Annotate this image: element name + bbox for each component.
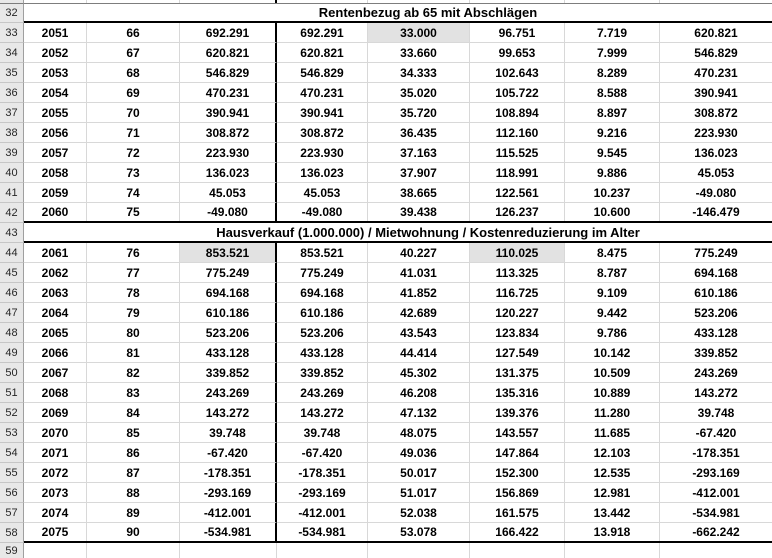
cell-age[interactable]: 78 [87, 283, 180, 303]
row-cells [24, 303, 772, 323]
cell-value[interactable]: 694.168 [277, 283, 368, 303]
cell-value[interactable]: -534.981 [180, 523, 277, 541]
row-header[interactable]: 53 [0, 423, 24, 443]
cell-value[interactable]: -49.080 [277, 203, 368, 221]
cell-age[interactable]: 89 [87, 503, 180, 523]
cell-value[interactable]: 12.981 [565, 483, 660, 503]
table-row [0, 143, 772, 163]
cell-value[interactable]: 694.168 [660, 263, 772, 283]
cell-year[interactable]: 2057 [24, 143, 87, 163]
cell-year[interactable]: 2051 [24, 23, 87, 43]
cell-year[interactable]: 2055 [24, 103, 87, 123]
cell-value[interactable]: 96.751 [470, 23, 565, 43]
section-header-row [0, 223, 772, 243]
cell-value[interactable]: 610.186 [660, 283, 772, 303]
table-row [0, 423, 772, 443]
cell-age[interactable]: 80 [87, 323, 180, 343]
cell-value[interactable]: -146.479 [692, 205, 740, 219]
trailing-row-cells [24, 543, 772, 558]
cell-value[interactable]: -178.351 [660, 443, 772, 463]
row-header[interactable]: 42 [0, 203, 24, 223]
cell-year[interactable]: 2060 [24, 203, 87, 221]
cell-value[interactable]: 143.557 [470, 423, 565, 443]
cell-value[interactable]: 470.231 [277, 83, 368, 103]
cell-value[interactable]: -49.080 [660, 183, 772, 203]
row-cells [24, 423, 772, 443]
cell-age[interactable]: 66 [87, 23, 180, 43]
cell-value[interactable]: 12.535 [565, 463, 660, 483]
cell-year[interactable]: 2062 [24, 263, 87, 283]
cell-year[interactable]: 2064 [24, 303, 87, 323]
cell-value[interactable]: 9.545 [565, 143, 660, 163]
cell-value[interactable]: 775.249 [277, 263, 368, 283]
cell-value[interactable]: 7.719 [565, 23, 660, 43]
table-row [0, 303, 772, 323]
cell-value[interactable]: 339.852 [180, 363, 277, 383]
cell-value[interactable]: -412.001 [277, 503, 368, 523]
row-header[interactable]: 37 [0, 103, 24, 123]
cell-value[interactable]: 433.128 [277, 343, 368, 363]
cell-value[interactable]: 127.549 [470, 343, 565, 363]
cell[interactable] [277, 543, 368, 558]
table-row [0, 483, 772, 503]
row-cells [24, 483, 772, 503]
cell-year[interactable]: 2063 [24, 283, 87, 303]
cell-value[interactable]: 45.302 [368, 363, 470, 383]
cell[interactable] [87, 543, 180, 558]
cell-age[interactable]: 73 [87, 163, 180, 183]
row-header[interactable]: 34 [0, 43, 24, 63]
cell-value[interactable]: 692.291 [277, 23, 368, 43]
row-header[interactable]: 56 [0, 483, 24, 503]
row-cells [24, 263, 772, 283]
cell-value[interactable]: 620.821 [180, 43, 277, 63]
cell-value[interactable]: 433.128 [660, 323, 772, 343]
cell[interactable] [660, 543, 772, 558]
section-header-row [0, 3, 772, 23]
cell-value[interactable]: 12.103 [565, 443, 660, 463]
cell-year[interactable]: 2052 [24, 43, 87, 63]
row-cells [24, 523, 772, 543]
row-header[interactable]: 35 [0, 63, 24, 83]
cell-value[interactable]: 118.991 [470, 163, 565, 183]
cell-value[interactable]: 10.600 [565, 203, 660, 221]
cell-value[interactable]: 47.132 [368, 403, 470, 423]
cell-value[interactable]: 108.894 [470, 103, 565, 123]
cell-value[interactable]: -412.001 [180, 503, 277, 523]
cell[interactable] [24, 543, 87, 558]
cell-value[interactable]: 123.834 [470, 323, 565, 343]
cell-value[interactable]: 523.206 [277, 323, 368, 343]
cell-value[interactable]: 853.521 [180, 243, 277, 263]
cell-value[interactable]: 116.725 [470, 283, 565, 303]
section-header-cells [24, 3, 772, 23]
cell-value[interactable]: 11.280 [565, 403, 660, 423]
cell-value[interactable]: 546.829 [277, 63, 368, 83]
cell-value[interactable]: 143.272 [277, 403, 368, 423]
cell-year[interactable]: 2053 [24, 63, 87, 83]
cell[interactable] [470, 543, 565, 558]
cell-age[interactable]: 85 [87, 423, 180, 443]
cell-year[interactable]: 2067 [24, 363, 87, 383]
cell-value[interactable]: 136.023 [180, 163, 277, 183]
cell-value[interactable]: 10.142 [565, 343, 660, 363]
cell-value[interactable]: 49.036 [368, 443, 470, 463]
cell-year[interactable]: 2074 [24, 503, 87, 523]
cell-value[interactable]: 620.821 [660, 23, 772, 43]
cell-value[interactable]: 39.748 [180, 423, 277, 443]
row-cells [24, 183, 772, 203]
cell-value[interactable]: 433.128 [180, 343, 277, 363]
cell-value[interactable]: 692.291 [180, 23, 277, 43]
section-title[interactable]: Rentenbezug ab 65 mit Abschlägen [318, 5, 538, 20]
cell-value[interactable]: 39.438 [368, 203, 470, 221]
cell-value[interactable]: 10.237 [565, 183, 660, 203]
table-row [0, 503, 772, 523]
cell-value[interactable]: -662.242 [692, 525, 740, 539]
cell-value[interactable]: -293.169 [660, 463, 772, 483]
cell-value[interactable]: 46.208 [368, 383, 470, 403]
cell-value[interactable]: 610.186 [277, 303, 368, 323]
row-header[interactable]: 33 [0, 23, 24, 43]
table-row [0, 163, 772, 183]
cell-age[interactable]: 88 [87, 483, 180, 503]
cell-year[interactable]: 2061 [24, 243, 87, 263]
cell-value[interactable]: 152.300 [470, 463, 565, 483]
cell-age[interactable]: 79 [87, 303, 180, 323]
cell-value[interactable]: 43.543 [368, 323, 470, 343]
row-header[interactable]: 59 [0, 543, 24, 558]
cell-age[interactable]: 86 [87, 443, 180, 463]
cell-year[interactable]: 2058 [24, 163, 87, 183]
cell-value[interactable]: 10.509 [565, 363, 660, 383]
row-cells [24, 123, 772, 143]
cell-year[interactable]: 2072 [24, 463, 87, 483]
cell-value[interactable]: 694.168 [180, 283, 277, 303]
row-cells [24, 383, 772, 403]
cell-age[interactable]: 69 [87, 83, 180, 103]
cell-value[interactable]: 53.078 [368, 523, 470, 541]
cell-value[interactable]: -534.981 [660, 503, 772, 523]
cell-value[interactable]: 9.442 [565, 303, 660, 323]
cell-value[interactable]: 308.872 [277, 123, 368, 143]
cell-value[interactable]: 136.023 [277, 163, 368, 183]
cell-value[interactable]: 51.017 [368, 483, 470, 503]
row-header[interactable]: 49 [0, 343, 24, 363]
cell-value[interactable]: 223.930 [660, 123, 772, 143]
cell-age[interactable]: 90 [87, 523, 180, 541]
table-row [0, 123, 772, 143]
cell-value[interactable]: -293.169 [277, 483, 368, 503]
cell-age[interactable]: 83 [87, 383, 180, 403]
cell-year[interactable]: 2073 [24, 483, 87, 503]
cell-value[interactable]: 390.941 [180, 103, 277, 123]
cell-value[interactable]: 143.272 [180, 403, 277, 423]
cell-value[interactable]: 243.269 [180, 383, 277, 403]
cell-value[interactable]: 33.660 [368, 43, 470, 63]
cell-value[interactable]: 546.829 [180, 63, 277, 83]
row-cells [24, 463, 772, 483]
cell-value[interactable]: 131.375 [470, 363, 565, 383]
row-cells [24, 323, 772, 343]
cell-value[interactable]: 10.889 [565, 383, 660, 403]
table-row [0, 83, 772, 103]
cell-value[interactable]: 13.918 [565, 523, 660, 541]
cell-value[interactable]: 13.442 [565, 503, 660, 523]
section-title[interactable]: Hausverkauf (1.000.000) / Mietwohnung / Kostenreduzierung im Alter [216, 224, 640, 240]
cell-value[interactable]: 105.722 [470, 83, 565, 103]
row-cells [24, 403, 772, 423]
cell-value[interactable]: 50.017 [368, 463, 470, 483]
cell-value[interactable]: -293.169 [180, 483, 277, 503]
row-cells [24, 363, 772, 383]
cell-value[interactable]: 122.561 [470, 183, 565, 203]
cell-age[interactable]: 82 [87, 363, 180, 383]
row-header[interactable]: 55 [0, 463, 24, 483]
row-header[interactable]: 47 [0, 303, 24, 323]
row-cells [24, 103, 772, 123]
cell-value[interactable]: -534.981 [277, 523, 368, 541]
table-row [0, 403, 772, 423]
table-row [0, 523, 772, 543]
cell-value[interactable]: 52.038 [368, 503, 470, 523]
cell-value[interactable]: 8.289 [565, 63, 660, 83]
cell-value[interactable]: 8.588 [565, 83, 660, 103]
row-cells [24, 283, 772, 303]
cell-age[interactable]: 76 [87, 243, 180, 263]
cell-value[interactable]: 243.269 [277, 383, 368, 403]
cell-year[interactable]: 2065 [24, 323, 87, 343]
table-row [0, 103, 772, 123]
cell-value[interactable]: 39.748 [660, 403, 772, 423]
cell-value[interactable]: 8.897 [565, 103, 660, 123]
row-header[interactable]: 54 [0, 443, 24, 463]
table-row [0, 183, 772, 203]
cell-value[interactable]: 223.930 [277, 143, 368, 163]
row-header[interactable]: 36 [0, 83, 24, 103]
cell-value[interactable]: 390.941 [277, 103, 368, 123]
cell-value[interactable]: 135.316 [470, 383, 565, 403]
row-header[interactable]: 44 [0, 243, 24, 263]
row-cells [24, 143, 772, 163]
cell-value[interactable]: 308.872 [180, 123, 277, 143]
cell-value[interactable]: 143.272 [660, 383, 772, 403]
row-header[interactable]: 32 [0, 3, 24, 23]
cell-value[interactable]: 775.249 [180, 263, 277, 283]
cell-value[interactable]: 156.869 [470, 483, 565, 503]
row-cells [24, 503, 772, 523]
cell-year[interactable]: 2069 [24, 403, 87, 423]
cell-age[interactable]: 75 [87, 203, 180, 221]
cell-value[interactable]: 37.163 [368, 143, 470, 163]
cell-value[interactable]: 9.216 [565, 123, 660, 143]
cell-value[interactable]: 102.643 [470, 63, 565, 83]
row-header[interactable]: 52 [0, 403, 24, 423]
cell-value[interactable]: 147.864 [470, 443, 565, 463]
cell-value[interactable]: 110.025 [470, 243, 565, 263]
cell-value[interactable]: 308.872 [660, 103, 772, 123]
table-row [0, 343, 772, 363]
cell-age[interactable]: 84 [87, 403, 180, 423]
table-row [0, 283, 772, 303]
row-header[interactable]: 48 [0, 323, 24, 343]
cell-value[interactable]: 166.422 [470, 523, 565, 541]
row-cells [24, 23, 772, 43]
cell-age[interactable]: 74 [87, 183, 180, 203]
table-row [0, 363, 772, 383]
cell-value[interactable]: 35.720 [368, 103, 470, 123]
cell-year[interactable]: 2070 [24, 423, 87, 443]
table-row [0, 323, 772, 343]
row-cells [24, 203, 772, 223]
row-cells [24, 43, 772, 63]
table-row [0, 63, 772, 83]
row-header[interactable]: 50 [0, 363, 24, 383]
cell-value[interactable]: 44.414 [368, 343, 470, 363]
cell-value[interactable]: 115.525 [470, 143, 565, 163]
row-cells [24, 243, 772, 263]
cell-value[interactable]: 45.053 [180, 183, 277, 203]
cell-value[interactable]: 39.748 [277, 423, 368, 443]
cell-value[interactable]: 610.186 [180, 303, 277, 323]
cell-value[interactable]: -67.420 [660, 423, 772, 443]
cell-value[interactable]: 34.333 [368, 63, 470, 83]
cell-value[interactable]: 37.907 [368, 163, 470, 183]
cell-value[interactable]: -178.351 [180, 463, 277, 483]
cell[interactable] [565, 543, 660, 558]
row-header[interactable]: 40 [0, 163, 24, 183]
cell-value[interactable]: 523.206 [660, 303, 772, 323]
row-header[interactable]: 57 [0, 503, 24, 523]
cell-year[interactable]: 2071 [24, 443, 87, 463]
cell-year[interactable]: 2054 [24, 83, 87, 103]
cell-age[interactable]: 71 [87, 123, 180, 143]
cell-year[interactable]: 2059 [24, 183, 87, 203]
table-row [0, 43, 772, 63]
cell-value[interactable]: 9.886 [565, 163, 660, 183]
cell-value[interactable]: 161.575 [470, 503, 565, 523]
cell-value[interactable]: 45.053 [277, 183, 368, 203]
cell-year[interactable]: 2056 [24, 123, 87, 143]
row-header[interactable]: 38 [0, 123, 24, 143]
row-header[interactable]: 58 [0, 523, 24, 543]
cell-value[interactable]: 7.999 [565, 43, 660, 63]
cell-value[interactable]: 136.023 [660, 143, 772, 163]
row-cells [24, 343, 772, 363]
cell-value[interactable]: 8.787 [565, 263, 660, 283]
cell-value[interactable]: -412.001 [660, 483, 772, 503]
cell-value[interactable]: 620.821 [277, 43, 368, 63]
table-row [0, 443, 772, 463]
row-header[interactable]: 45 [0, 263, 24, 283]
row-header[interactable]: 39 [0, 143, 24, 163]
table-row [0, 243, 772, 263]
row-cells [24, 63, 772, 83]
cell-age[interactable]: 70 [87, 103, 180, 123]
cell-value[interactable]: 33.000 [368, 23, 470, 43]
cell-value[interactable]: -67.420 [180, 443, 277, 463]
cell-year[interactable]: 2066 [24, 343, 87, 363]
cell-value[interactable]: 36.435 [368, 123, 470, 143]
cell-value[interactable]: 546.829 [660, 43, 772, 63]
cell-value[interactable]: 45.053 [660, 163, 772, 183]
cell-value[interactable]: 42.689 [368, 303, 470, 323]
cell-age[interactable]: 81 [87, 343, 180, 363]
table-row [0, 263, 772, 283]
cell-year[interactable]: 2068 [24, 383, 87, 403]
cell-value[interactable]: 523.206 [180, 323, 277, 343]
row-header[interactable]: 46 [0, 283, 24, 303]
cell-age[interactable]: 67 [87, 43, 180, 63]
row-header[interactable]: 41 [0, 183, 24, 203]
table-row [0, 203, 772, 223]
cell-value[interactable]: 11.685 [565, 423, 660, 443]
cell-value[interactable]: 99.653 [470, 43, 565, 63]
cell-age[interactable]: 68 [87, 63, 180, 83]
cell-value[interactable]: 9.109 [565, 283, 660, 303]
row-header[interactable]: 51 [0, 383, 24, 403]
cell-value[interactable]: 126.237 [470, 203, 565, 221]
cell-value[interactable]: 41.031 [368, 263, 470, 283]
cell-value[interactable]: -67.420 [277, 443, 368, 463]
cell-value[interactable]: 243.269 [660, 363, 772, 383]
cell-value[interactable]: 390.941 [660, 83, 772, 103]
cell-value[interactable]: -178.351 [277, 463, 368, 483]
cell-value[interactable]: 48.075 [368, 423, 470, 443]
cell[interactable] [368, 543, 470, 558]
row-cells [24, 83, 772, 103]
cell-value[interactable]: 35.020 [368, 83, 470, 103]
cell-value[interactable]: 339.852 [277, 363, 368, 383]
cell-value[interactable]: 41.852 [368, 283, 470, 303]
cell-value[interactable]: 853.521 [277, 243, 368, 263]
cell[interactable] [180, 543, 277, 558]
cell-value[interactable]: 113.325 [470, 263, 565, 283]
table-row [0, 23, 772, 43]
cell-value[interactable]: 8.475 [565, 243, 660, 263]
table-row [0, 383, 772, 403]
cell-value[interactable]: -49.080 [180, 203, 277, 221]
cell-value[interactable]: 139.376 [470, 403, 565, 423]
cell-value[interactable]: 40.227 [368, 243, 470, 263]
cell-value[interactable]: 38.665 [368, 183, 470, 203]
cell-age[interactable]: 77 [87, 263, 180, 283]
cell-value[interactable]: 9.786 [565, 323, 660, 343]
row-header[interactable]: 43 [0, 223, 24, 243]
cell-value[interactable]: 223.930 [180, 143, 277, 163]
cell-value[interactable]: 120.227 [470, 303, 565, 323]
cell-age[interactable]: 87 [87, 463, 180, 483]
table-row [0, 463, 772, 483]
row-cells [24, 443, 772, 463]
row-cells [24, 163, 772, 183]
cell-value[interactable]: 470.231 [180, 83, 277, 103]
cell-value[interactable]: 112.160 [470, 123, 565, 143]
trailing-row [0, 543, 772, 558]
section-header-cells [24, 223, 772, 243]
cell-age[interactable]: 72 [87, 143, 180, 163]
cell-year[interactable]: 2075 [24, 523, 87, 541]
cell-value[interactable]: 775.249 [660, 243, 772, 263]
cell-value[interactable]: 470.231 [660, 63, 772, 83]
cell-value[interactable]: 339.852 [660, 343, 772, 363]
